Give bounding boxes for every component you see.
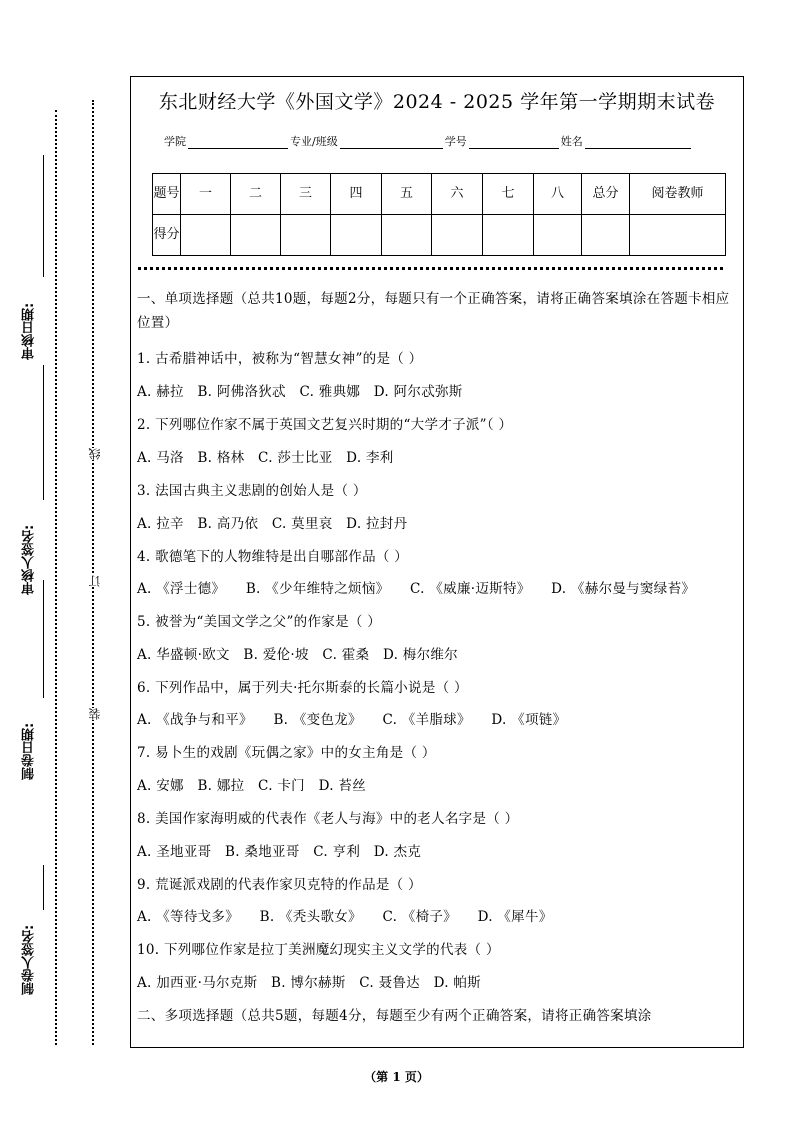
score-table-header-row — [153, 174, 726, 215]
option-d[interactable]: D. 李利 — [346, 450, 394, 466]
option-a[interactable]: A. 安娜 — [137, 778, 184, 794]
question-options — [137, 906, 739, 928]
option-b[interactable]: B. 博尔赫斯 — [271, 975, 346, 991]
binding-mark-fold: 装 — [88, 708, 102, 720]
option-b[interactable]: B. 高乃依 — [197, 516, 259, 532]
review-date-label: 审核日期: — [22, 302, 37, 360]
score-cell[interactable] — [281, 215, 331, 256]
option-d[interactable]: D. 杰克 — [373, 844, 422, 860]
option-a[interactable]: A. 《等待戈多》 — [137, 909, 240, 925]
option-b[interactable]: B. 桑地亚哥 — [225, 844, 300, 860]
option-b[interactable]: B. 娜拉 — [197, 778, 245, 794]
question-text: 9. 荒诞派戏剧的代表作家贝克特的作品是（ ） — [137, 877, 422, 893]
score-col-5: 五 — [382, 174, 432, 215]
option-d[interactable]: D. 帕斯 — [433, 975, 481, 991]
option-a[interactable]: A. 赫拉 — [137, 384, 184, 400]
score-col-grader: 阅卷教师 — [630, 174, 726, 215]
score-cell[interactable] — [432, 215, 483, 256]
score-cell[interactable] — [534, 215, 582, 256]
option-c[interactable]: C. 《威廉·迈斯特》 — [410, 581, 531, 597]
question-options — [137, 578, 739, 600]
binding-mark-bind: 订 — [88, 575, 102, 587]
question-options — [137, 376, 739, 409]
option-a[interactable]: A. 圣地亚哥 — [137, 844, 212, 860]
question-text: 3. 法国古典主义悲剧的创始人是（ ） — [137, 483, 367, 499]
option-d[interactable]: D. 阿尔忒弥斯 — [373, 384, 463, 400]
option-a[interactable]: A. 《战争与和平》 — [137, 712, 253, 728]
option-c[interactable]: C. 莫里哀 — [271, 516, 333, 532]
question-text: 4. 歌德笔下的人物维特是出自哪部作品（ ） — [137, 549, 409, 565]
exam-content — [137, 287, 739, 1033]
question-options — [137, 639, 739, 672]
option-c[interactable]: C. 《羊脂球》 — [382, 712, 471, 728]
section2-heading: 二、多项选择题（总共5题，每题4分，每题至少有两个正确答案，请将正确答案填涂 — [137, 1008, 652, 1024]
option-b[interactable]: B. 《变色龙》 — [273, 712, 362, 728]
option-a[interactable]: A. 《浮士德》 — [137, 581, 226, 597]
score-col-8: 八 — [534, 174, 582, 215]
question-text: 2. 下列哪位作家不属于英国文艺复兴时期的“大学才子派”（ ） — [137, 417, 513, 433]
option-d[interactable]: D. 《赫尔曼与窦绿苔》 — [551, 581, 696, 597]
option-c[interactable]: C. 聂鲁达 — [359, 975, 420, 991]
option-d[interactable]: D. 梅尔维尔 — [382, 647, 458, 663]
option-d[interactable]: D. 《项链》 — [491, 712, 567, 728]
option-c[interactable]: C. 霍桑 — [322, 647, 370, 663]
option-c[interactable]: C. 卡门 — [258, 778, 305, 794]
section1-heading: 一、单项选择题（总共10题，每题2分，每题只有一个正确答案，请将正确答案填涂在答题卡相应位置） — [137, 291, 730, 331]
option-c[interactable]: C. 莎士比亚 — [258, 450, 333, 466]
option-c[interactable]: C. 《椅子》 — [382, 909, 457, 925]
score-cell[interactable] — [331, 215, 382, 256]
maker-signature-label: 制卷人签名: — [22, 924, 37, 995]
option-a[interactable]: A. 马洛 — [137, 450, 184, 466]
score-col-2: 二 — [231, 174, 281, 215]
question-options — [137, 442, 739, 475]
field-college-label: 学院 — [164, 135, 186, 148]
reviewer-signature-line — [43, 365, 44, 500]
score-table — [152, 173, 726, 256]
exam-title: 东北财经大学《外国文学》2024 - 2025 学年第一学期期末试卷 — [158, 91, 716, 113]
maker-signature-line — [43, 865, 44, 910]
reviewer-signature-label: 审核人签名: — [22, 524, 37, 595]
score-col-6: 六 — [432, 174, 483, 215]
binding-dotted-line — [92, 100, 94, 1045]
score-col-1: 一 — [181, 174, 231, 215]
field-student-id-blank[interactable] — [469, 136, 559, 149]
score-row2-label: 得分 — [153, 215, 181, 256]
question-text: 10. 下列哪位作家是拉丁美洲魔幻现实主义文学的代表（ ） — [137, 942, 500, 958]
option-d[interactable]: D. 《犀牛》 — [477, 909, 553, 925]
option-b[interactable]: B. 爱伦·坡 — [243, 647, 309, 663]
score-col-total: 总分 — [582, 174, 630, 215]
field-name-blank[interactable] — [585, 136, 691, 149]
question-text: 1. 古希腊神话中，被称为“智慧女神”的是（ ） — [137, 351, 423, 367]
question-text: 6. 下列作品中，属于列夫·托尔斯泰的长篇小说是（ ） — [137, 680, 468, 696]
question-options — [137, 508, 739, 541]
review-date-line — [43, 155, 44, 277]
question-text: 5. 被誉为“美国文学之父”的作家是（ ） — [137, 614, 382, 630]
field-college-blank[interactable] — [188, 136, 288, 149]
question-list — [137, 343, 739, 1000]
question-options — [137, 836, 739, 869]
field-name-label: 姓名 — [560, 135, 583, 148]
option-a[interactable]: A. 拉辛 — [137, 516, 184, 532]
option-c[interactable]: C. 亨利 — [313, 844, 361, 860]
question-text: 7. 易卜生的戏剧《玩偶之家》中的女主角是（ ） — [137, 745, 436, 761]
maker-date-line — [43, 580, 44, 698]
score-cell[interactable] — [582, 215, 630, 256]
score-cell[interactable] — [231, 215, 281, 256]
exam-frame — [130, 76, 744, 1048]
option-b[interactable]: B. 阿佛洛狄忒 — [197, 384, 286, 400]
score-table-score-row — [153, 215, 726, 256]
option-a[interactable]: A. 加西亚·马尔克斯 — [137, 975, 258, 991]
left-dotted-border — [55, 110, 57, 1045]
score-cell[interactable] — [181, 215, 231, 256]
option-d[interactable]: D. 拉封丹 — [346, 516, 408, 532]
question-text: 8. 美国作家海明威的代表作《老人与海》中的老人名字是（ ） — [137, 811, 519, 827]
score-cell[interactable] — [630, 215, 726, 256]
score-col-4: 四 — [331, 174, 382, 215]
option-a[interactable]: A. 华盛顿·欧文 — [137, 647, 230, 663]
field-major-label: 专业/班级 — [290, 135, 338, 148]
field-student-id-label: 学号 — [444, 135, 467, 148]
option-c[interactable]: C. 雅典娜 — [299, 384, 361, 400]
question-options — [137, 709, 739, 731]
option-b[interactable]: B. 格林 — [197, 450, 245, 466]
question-options — [137, 967, 739, 1000]
score-col-7: 七 — [483, 174, 534, 215]
score-cell[interactable] — [483, 215, 534, 256]
score-col-3: 三 — [281, 174, 331, 215]
question-options — [137, 770, 739, 803]
binding-mark-line: 线 — [88, 448, 102, 460]
maker-date-label: 制卷日期: — [22, 722, 37, 780]
page-footer: （第 1 页） — [364, 1070, 429, 1084]
option-b[interactable]: B. 《少年维特之烦恼》 — [245, 581, 390, 597]
score-cell[interactable] — [382, 215, 432, 256]
dotted-separator — [138, 267, 723, 270]
field-major-blank[interactable] — [340, 136, 443, 149]
option-b[interactable]: B. 《秃头歌女》 — [259, 909, 362, 925]
score-row1-label: 题号 — [153, 174, 181, 215]
option-d[interactable]: D. 苔丝 — [318, 778, 367, 794]
student-info-row — [164, 133, 693, 149]
